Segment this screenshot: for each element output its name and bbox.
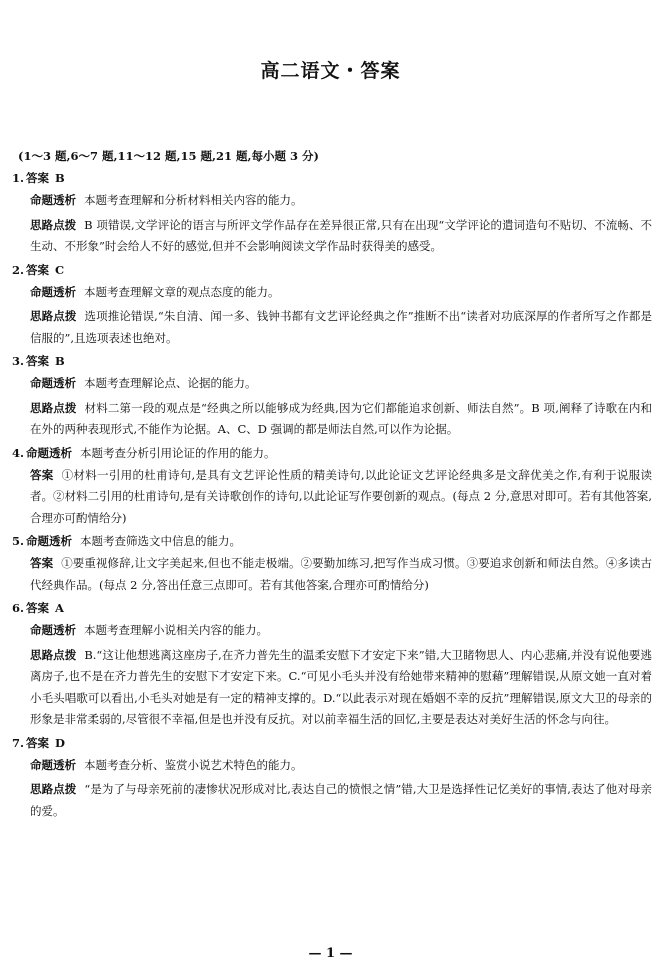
analysis-label: 命题透析 — [30, 757, 76, 772]
question-number: 2. — [12, 262, 25, 277]
analysis-text: 本题考查分析引用论证的作用的能力。 — [80, 445, 276, 460]
question-1-hint — [12, 215, 652, 258]
hint-text: “是为了与母亲死前的凄惨状况形成对比,表达自己的愤恨之情”错,大卫是选择性记忆美好的事情,表达了他对母亲的爱。 — [30, 782, 652, 818]
answer-label: 答案 — [26, 354, 49, 368]
answer-choice: B — [55, 354, 65, 368]
question-1-analysis — [12, 190, 652, 212]
scoring-note: (1～3 题,6～7 题,11～12 题,15 题,21 题,每小题 3 分) — [18, 149, 319, 163]
answer-choice: B — [55, 171, 65, 185]
hint-text: 选项推论错误,“朱自清、闻一多、钱钟书都有文艺评论经典之作”推断不出“读者对功底深厚的作者所写之作都是信服的”,且选项表述也绝对。 — [30, 309, 652, 345]
question-number: 5. — [12, 534, 25, 548]
analysis-text: 本题考查理解和分析材料相关内容的能力。 — [84, 193, 303, 207]
question-number: 3. — [12, 354, 25, 368]
answer-list — [12, 166, 652, 822]
analysis-label: 命题透析 — [30, 193, 76, 207]
question-number: 4. — [12, 445, 25, 460]
question-6-header — [12, 599, 652, 617]
page-title: 高二语文・答案 — [260, 60, 401, 82]
question-5-answer — [12, 553, 652, 596]
answer-choice: D — [55, 735, 65, 750]
hint-label: 思路点拨 — [30, 309, 77, 323]
answer-text: ①要重视修辞,让文字美起来,但也不能走极端。②要勤加练习,把写作当成习惯。③要追求创新和师法自然。④多读古代经典作品。(每点 2 分,答出任意三点即可。若有其他答案,合理亦可酌情给分) — [30, 556, 652, 592]
hint-label: 思路点拨 — [30, 400, 77, 415]
answer-label: 答案 — [30, 467, 54, 482]
hint-label: 思路点拨 — [30, 782, 77, 796]
answer-label: 答案 — [26, 601, 49, 615]
page-number: — 1 — — [308, 946, 353, 961]
question-7-hint — [12, 779, 652, 822]
hint-text: B.“这让他想逃离这座房子,在齐力普先生的温柔安慰下才安定下来”错,大卫睹物思人、内心悲痛,并没有说他要逃离房子,也不是在齐力普先生的安慰下才安定下来。C.“可见小毛头并没有给她带来精神的慰藉”理解错误,从原文她一直对着小毛头唱歌可以看出,小毛头对她是有一定的精神支撑的。D.“以此表示对现在婚姻不幸的反抗”理解错误,原文大卫的母亲的形象是非常柔弱的,尽管很不幸福,但是也并没有反抗。对以前幸福生活的回忆,主要是表达对美好生活的怀念与向往。 — [30, 647, 653, 726]
question-number: 7. — [12, 735, 25, 750]
question-6-analysis — [12, 620, 652, 642]
answer-choice: A — [55, 601, 64, 615]
analysis-text: 本题考查理解论点、论据的能力。 — [84, 376, 257, 390]
hint-label: 思路点拨 — [30, 647, 77, 662]
question-2-header — [12, 261, 652, 279]
question-5-header — [12, 532, 652, 550]
answer-label: 答案 — [26, 262, 49, 277]
question-number: 1. — [12, 171, 25, 185]
question-6-hint — [12, 645, 652, 731]
question-3-header — [12, 352, 652, 370]
question-1-header — [12, 169, 652, 187]
question-2-hint — [12, 306, 652, 349]
question-number: 6. — [12, 601, 25, 615]
analysis-label: 命题透析 — [30, 376, 76, 390]
question-7-analysis — [12, 755, 652, 777]
question-4-header — [12, 444, 652, 462]
question-7-header — [12, 734, 652, 752]
analysis-text: 本题考查筛选文中信息的能力。 — [80, 534, 241, 548]
analysis-label: 命题透析 — [26, 445, 72, 460]
answer-label: 答案 — [26, 171, 49, 185]
question-3-analysis — [12, 373, 652, 395]
analysis-label: 命题透析 — [30, 623, 76, 637]
analysis-text: 本题考查分析、鉴赏小说艺术特色的能力。 — [84, 757, 303, 772]
answer-choice: C — [55, 262, 65, 277]
analysis-label: 命题透析 — [26, 534, 72, 548]
question-4-answer — [12, 465, 652, 530]
hint-text: B 项错误,文学评论的语言与所评文学作品存在差异很正常,只有在出现“文学评论的遣词造句不贴切、不流畅、不生动、不形象”时会给人不好的感觉,但并不会影响阅读文学作品时获得美的感受。 — [30, 217, 653, 253]
question-3-hint — [12, 398, 652, 441]
answer-label: 答案 — [26, 735, 49, 750]
analysis-label: 命题透析 — [30, 284, 76, 299]
answer-text: ①材料一引用的杜甫诗句,是具有文艺评论性质的精美诗句,以此论证文艺评论经典多是文辞优美之作,有利于说服读者。②材料二引用的杜甫诗句,是有关诗歌创作的诗句,以此论证写作要创新的观点。(每点 2 分,意思对即可。若有其他答案,合理亦可酌情给分) — [30, 467, 652, 525]
hint-text: 材料二第一段的观点是“经典之所以能够成为经典,因为它们都能追求创新、师法自然”。B 项,阐释了诗歌在内和在外的两种表现形式,不能作为论据。A、C、D 强调的都是师法自然,可以作为论据。 — [30, 400, 653, 436]
question-2-analysis — [12, 282, 652, 304]
analysis-text: 本题考查理解小说相关内容的能力。 — [84, 623, 268, 637]
analysis-text: 本题考查理解文章的观点态度的能力。 — [84, 284, 280, 299]
answer-label: 答案 — [30, 556, 54, 570]
hint-label: 思路点拨 — [30, 217, 77, 232]
